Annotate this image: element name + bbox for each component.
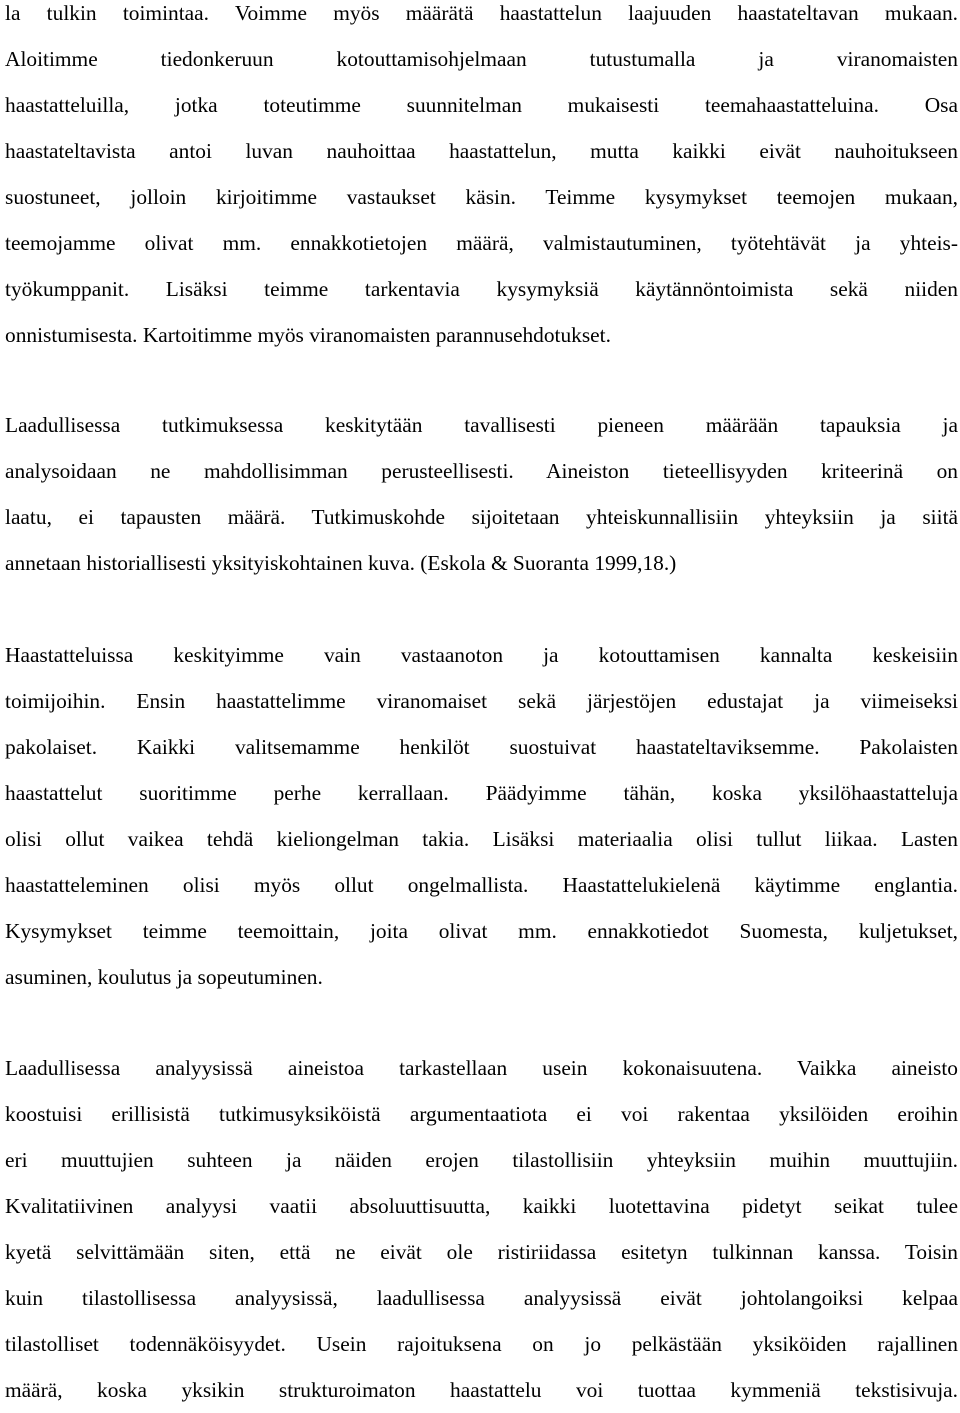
text-line: suostuneet, jolloin kirjoitimme vastaukset käsin. Teimme kysymykset teemojen mukaan, [5,185,958,209]
paragraph-interview-process [5,0,958,358]
paragraph-qualitative-research [5,402,958,586]
text-line: onnistumisesta. Kartoitimme myös viranomaisten parannusehdotukset. [5,323,611,347]
paragraph-interview-focus [5,632,958,1000]
text-line: haastattelut suoritimme perhe kerrallaan. Päädyimme tähän, koska yksilöhaastatteluja [5,781,958,805]
text-line: analysoidaan ne mahdollisimman perusteellisesti. Aineiston tieteellisyyden kriteerinä on [5,459,958,483]
text-line: Laadullisessa tutkimuksessa keskitytään tavallisesti pieneen määrään tapauksia ja [5,413,958,437]
text-line: asuminen, koulutus ja sopeutuminen. [5,965,323,989]
text-line: määrä, koska yksikin strukturoimaton haastattelu voi tuottaa kymmeniä tekstisivuja. [5,1378,958,1402]
text-line: haastateltavista antoi luvan nauhoittaa haastattelun, mutta kaikki eivät nauhoitukseen [5,139,958,163]
text-line: Laadullisessa analyysissä aineistoa tarkastellaan usein kokonaisuutena. Vaikka aineisto [5,1056,958,1080]
text-line: olisi ollut vaikea tehdä kieliongelman takia. Lisäksi materiaalia olisi tullut liikaa. Lasten [5,827,958,851]
text-line: teemojamme olivat mm. ennakkotietojen määrä, valmistautuminen, työtehtävät ja yhteis- [5,231,958,255]
text-line: tilastolliset todennäköisyydet. Usein rajoituksena on jo pelkästään yksiköiden rajallinen [5,1332,958,1356]
text-line: haastatteluilla, jotka toteutimme suunnitelman mukaisesti teemahaastatteluina. Osa [5,93,958,117]
text-line: laatu, ei tapausten määrä. Tutkimuskohde sijoitetaan yhteiskunnallisiin yhteyksiin ja siitä [5,505,958,529]
text-line: Aloitimme tiedonkeruun kotouttamisohjelmaan tutustumalla ja viranomaisten [5,47,958,71]
text-line: eri muuttujien suhteen ja näiden erojen tilastollisiin yhteyksiin muihin muuttujiin. [5,1148,958,1172]
text-line: Haastatteluissa keskityimme vain vastaanoton ja kotouttamisen kannalta keskeisiin [5,643,958,667]
text-line: Kysymykset teimme teemoittain, joita olivat mm. ennakkotiedot Suomesta, kuljetukset, [5,919,958,943]
paragraph-qualitative-analysis [5,1045,958,1413]
text-line: haastatteleminen olisi myös ollut ongelmallista. Haastattelukielenä käytimme englantia. [5,873,958,897]
text-line: koostuisi erillisistä tutkimusyksiköistä argumentaatiota ei voi rakentaa yksilöiden eroihin [5,1102,958,1126]
text-line: kuin tilastollisessa analyysissä, laadullisessa analyysissä eivät johtolangoiksi kelpaa [5,1286,958,1310]
text-line: toimijoihin. Ensin haastattelimme viranomaiset sekä järjestöjen edustajat ja viimeiseksi [5,689,958,713]
text-line: Kvalitatiivinen analyysi vaatii absoluuttisuutta, kaikki luotettavina pidetyt seikat tulee [5,1194,958,1218]
text-line: la tulkin toimintaa. Voimme myös määrätä haastattelun laajuuden haastateltavan mukaan. [5,1,958,25]
text-line: annetaan historiallisesti yksityiskohtainen kuva. (Eskola & Suoranta 1999,18.) [5,551,677,575]
text-line: pakolaiset. Kaikki valitsemamme henkilöt suostuivat haastateltaviksemme. Pakolaisten [5,735,958,759]
text-line: kyetä selvittämään siten, että ne eivät ole ristiriidassa esitetyn tulkinnan kanssa. Toisin [5,1240,958,1264]
text-line: työkumppanit. Lisäksi teimme tarkentavia kysymyksiä käytännöntoimista sekä niiden [5,277,958,301]
